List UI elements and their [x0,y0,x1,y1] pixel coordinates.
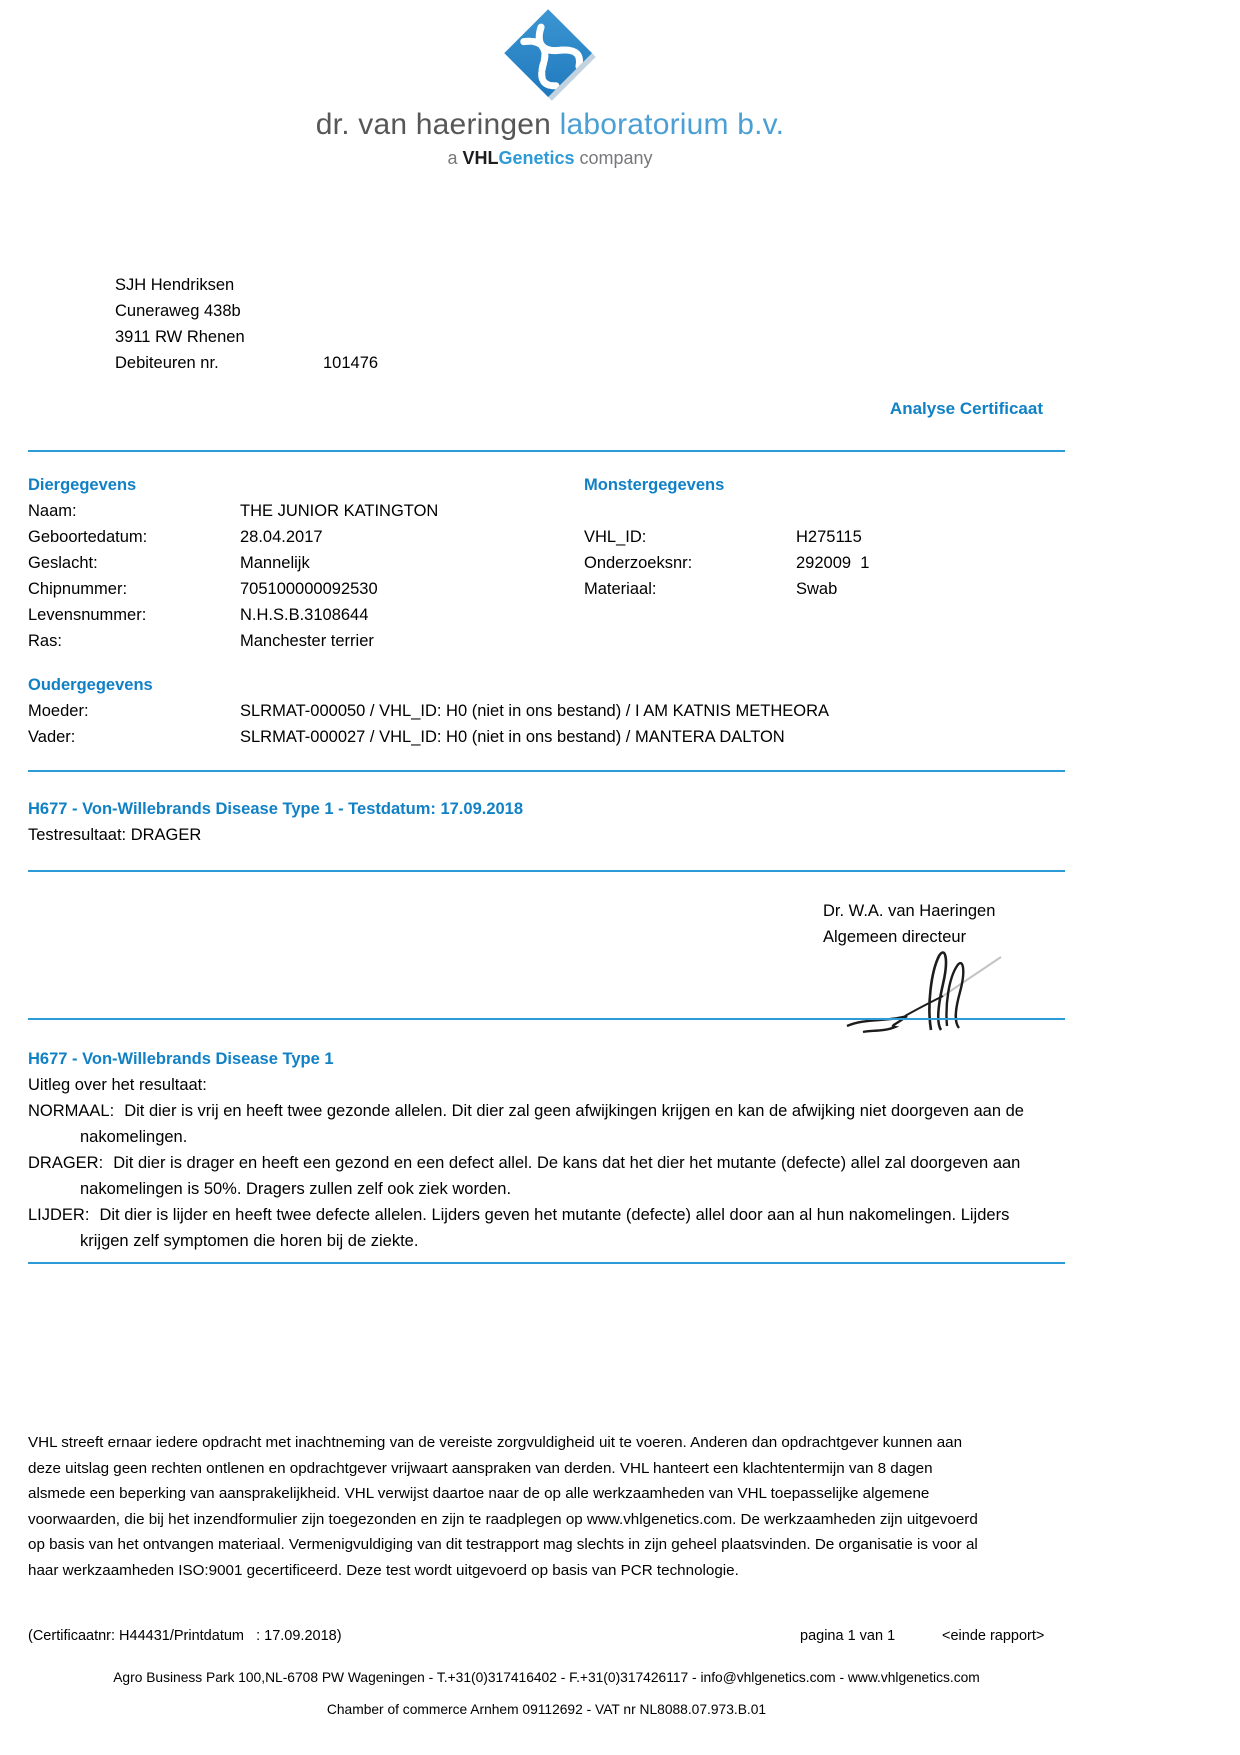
table-row [28,606,438,632]
explanation-text: Dit dier is drager en heeft een gezond en een defect allel. De kans dat het dier het mutante (defecte) allel zal doorgeven aan nakomelingen is 50%. Dragers zullen zelf ook ziek worden. [80,1154,1021,1198]
divider-line [28,450,1065,452]
explanation-text: Dit dier is lijder en heeft twee defecte allelen. Lijders geven het mutante (defecte) allel door aan al hun nakomelingen. Lijders krijgen zelf symptomen die horen bij de ziekte. [80,1206,1010,1250]
explanation-item-drager [28,1150,1033,1202]
certificate-title: Analyse Certificaat [889,399,1043,418]
field-label: Levensnummer: [28,606,147,624]
lab-name-gray: dr. van haeringen [315,108,560,141]
explanation-item-normaal [28,1098,1033,1150]
recipient-street: Cuneraweg 438b [115,302,241,320]
table-row [584,554,869,580]
table-row [584,580,869,606]
divider-line [28,1018,1065,1020]
explanation-term: LIJDER: [28,1206,90,1224]
page-number: pagina 1 van 1 [800,1628,896,1644]
table-row [28,528,438,554]
signatory-title: Algemeen directeur [823,928,967,946]
debtor-row [115,350,378,376]
field-value: SLRMAT-000027 / VHL_ID: H0 (niet in ons bestand) / MANTERA DALTON [240,728,785,746]
dna-diamond-icon [503,8,597,102]
explanation-item-lijder [28,1202,1033,1254]
explanation-term: NORMAAL: [28,1102,115,1120]
divider-line [28,1262,1065,1264]
tagline-genetics: Genetics [498,148,575,168]
signature-scribble-icon [835,944,1025,1036]
section-title-oudergegevens: Oudergegevens [28,676,153,694]
field-value: THE JUNIOR KATINGTON [240,502,439,520]
end-of-report-marker: <einde rapport> [942,1628,1045,1644]
field-value: Swab [796,580,838,598]
oudergegevens-table [28,702,1128,754]
table-row [28,554,438,580]
explanation-heading: H677 - Von-Willebrands Disease Type 1 [28,1050,334,1068]
field-label: Ras: [28,632,62,650]
explanation-intro: Uitleg over het resultaat: [28,1076,207,1094]
field-label: Onderzoeksnr: [584,554,693,572]
diergegevens-table [28,502,438,658]
section-title-monstergegevens: Monstergegevens [584,476,725,494]
recipient-city: 3911 RW Rhenen [115,328,245,346]
field-label: Chipnummer: [28,580,128,598]
tagline-vhl: VHL [462,148,499,168]
recipient-name: SJH Hendriksen [115,276,235,294]
explanation-text: Dit dier is vrij en heeft twee gezonde allelen. Dit dier zal geen afwijkingen krijgen en kan de afwijking niet doorgeven aan de nakomelingen. [80,1102,1024,1146]
table-row [28,580,438,606]
table-row [28,702,1128,728]
lab-name-blue: laboratorium b.v. [559,108,785,141]
debtor-label: Debiteuren nr. [115,354,219,372]
field-value: Manchester terrier [240,632,374,650]
section-title-diergegevens: Diergegevens [28,476,137,494]
explanation-term: DRAGER: [28,1154,104,1172]
table-row [28,728,1128,754]
test-heading: H677 - Von-Willebrands Disease Type 1 - Testdatum: 17.09.2018 [28,800,524,818]
divider-line [28,770,1065,772]
lab-name [0,108,1100,142]
field-value: 292009 1 [796,554,870,572]
footer-registration: Chamber of commerce Arnhem 09112692 - VAT nr NL8088.07.973.B.01 [326,1702,767,1717]
field-label: VHL_ID: [584,528,647,546]
test-result: Testresultaat: DRAGER [28,826,202,844]
table-row [584,528,869,554]
tagline-suffix: company [574,148,653,168]
field-label: Materiaal: [584,580,657,598]
lab-logo [0,8,1100,169]
signatory-name: Dr. W.A. van Haeringen [823,902,996,920]
field-value: SLRMAT-000050 / VHL_ID: H0 (niet in ons bestand) / I AM KATNIS METHEORA [240,702,830,720]
field-value: N.H.S.B.3108644 [240,606,369,624]
certificate-number: (Certificaatnr: H44431/Printdatum : 17.09.2018) [28,1628,342,1644]
debtor-value: 101476 [323,354,379,372]
field-value: 705100000092530 [240,580,378,598]
field-label: Moeder: [28,702,89,720]
field-value: Mannelijk [240,554,310,572]
footer-address: Agro Business Park 100,NL-6708 PW Wageningen - T.+31(0)317416402 - F.+31(0)317426117 - info@vhlgenetics.com - www.vhlgenetics.com [113,1670,980,1685]
signatory-block [823,898,995,950]
field-label: Naam: [28,502,77,520]
disclaimer-text: VHL streeft ernaar iedere opdracht met inachtneming van de vereiste zorgvuldigheid uit te voeren. Anderen dan opdrachtgever kunnen aan deze uitslag geen rechten ontlenen en opdrachtgever vrijwaart aanspraken van derden. VHL hanteert een klachtentermijn van 8 dagen alsmede een beperking van aansprakelijkheid. VHL verwijst daartoe naar de op alle werkzaamheden van VHL toepasselijke algemene voorwaarden, die bij het inzendformulier zijn toegezonden en zijn te raadplegen op www.vhlgenetics.com. De werkzaamheden zijn uitgevoerd op basis van het ontvangen materiaal. Vermenigvuldiging van dit testrapport mag slechts in zijn geheel plaatsvinden. De organisatie is voor al haar werkzaamheden ISO:9001 gecertificeerd. Deze test wordt uitgevoerd op basis van PCR technologie. [28,1434,978,1579]
field-value: 28.04.2017 [240,528,323,546]
recipient-address [115,272,378,376]
explanation-section [28,1046,1033,1254]
lab-tagline [0,148,1100,169]
field-label: Vader: [28,728,76,746]
divider-line [28,870,1065,872]
field-label: Geslacht: [28,554,98,572]
table-row [28,632,438,658]
tagline-prefix: a [447,148,463,168]
monstergegevens-table [584,528,869,606]
field-value: H275115 [796,528,862,546]
field-label: Geboortedatum: [28,528,148,546]
table-row [28,502,438,528]
